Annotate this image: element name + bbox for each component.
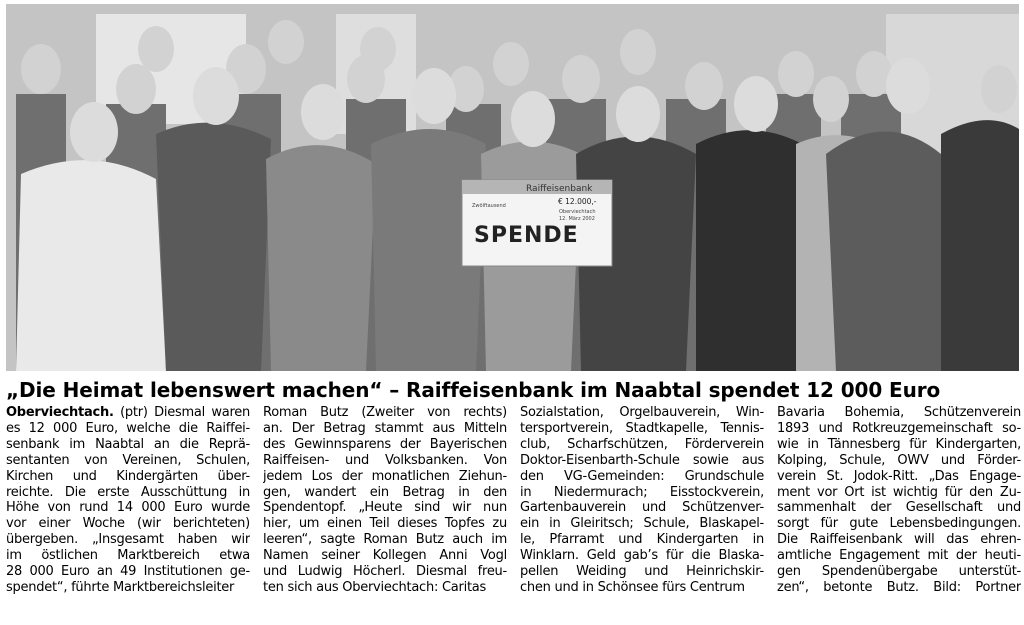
article-line bbox=[777, 532, 1021, 548]
article-line-text: und Ludwig Höcherl. Diesmal freu- bbox=[263, 564, 507, 580]
article-line-text: des Gewinnsparens der Bayerischen bbox=[263, 436, 507, 452]
article-line-text: übergeben. „Insgesamt haben wir bbox=[6, 532, 250, 548]
article-line bbox=[520, 469, 764, 485]
article-column-3 bbox=[520, 405, 764, 623]
article-line-text: ment vor Ort ist wichtig für den Zu- bbox=[777, 484, 1021, 500]
article-line-text: Gartenbauverein und Schützenver- bbox=[520, 500, 764, 516]
photo-credit: Bild: Portner bbox=[933, 579, 1021, 595]
article-line-text: Raiffeisen- und Volksbanken. Von bbox=[263, 452, 507, 468]
article-line bbox=[520, 580, 764, 596]
article-line bbox=[263, 485, 507, 501]
article-line-text: im östlichen Marktbereich etwa bbox=[6, 548, 250, 564]
article-line bbox=[6, 548, 250, 564]
article-line bbox=[263, 516, 507, 532]
article-line bbox=[520, 421, 764, 437]
article-line-text: jedem Los der monatlichen Ziehun- bbox=[263, 468, 507, 484]
article-line bbox=[777, 405, 1021, 421]
article-line-text: spendet“, führte Marktbereichsleiter bbox=[6, 579, 235, 595]
article-line-text: tersportverein, Stadtkapelle, Tennis- bbox=[520, 420, 764, 436]
article-column-4 bbox=[777, 405, 1021, 623]
article-body bbox=[6, 405, 1021, 623]
cheque-word: SPENDE bbox=[474, 223, 579, 248]
donation-cheque bbox=[462, 180, 612, 266]
article-line-text: hier, um einen Teil dieses Topfes zu bbox=[263, 516, 507, 532]
article-line bbox=[263, 453, 507, 469]
article-line bbox=[777, 437, 1021, 453]
article-line-text: le, Pfarramt und Kindergarten in bbox=[520, 532, 764, 548]
article-line-text: club, Scharfschützen, Förderverein bbox=[520, 436, 764, 452]
article-line-text: reichte. Die erste Ausschüttung in bbox=[6, 484, 250, 500]
article-line-text: sorgt für gute Lebensbedingungen. bbox=[777, 516, 1021, 532]
article-line bbox=[6, 421, 250, 437]
article-line bbox=[777, 421, 1021, 437]
article-line-text: Doktor-Eisenbarth-Schule sowie aus bbox=[520, 452, 764, 468]
article-line-text: in Niedermurach; Eisstockverein, bbox=[520, 484, 764, 500]
article-line bbox=[520, 532, 764, 548]
article-line-text: wie in Tännesberg für Kindergarten, bbox=[777, 436, 1021, 452]
article-line bbox=[777, 453, 1021, 469]
article-column-2 bbox=[263, 405, 507, 623]
article-line bbox=[263, 580, 507, 596]
article-line-text: Winklarn. Geld gab’s für die Blaska- bbox=[520, 548, 764, 564]
article-line bbox=[6, 485, 250, 501]
article-line bbox=[520, 516, 764, 532]
article-line-text: leeren“, sagte Roman Butz auch im bbox=[263, 532, 507, 548]
article-line-text: Höhe von rund 14 000 Euro wurde bbox=[6, 500, 250, 516]
group-photo bbox=[6, 4, 1019, 371]
group-photo-illustration bbox=[6, 4, 1019, 371]
article-line-text: 1893 und Rotkreuzgemeinschaft so- bbox=[777, 420, 1021, 436]
article-line bbox=[263, 421, 507, 437]
article-line-text: Bavaria Bohemia, Schützenverein bbox=[777, 405, 1021, 420]
article-line bbox=[777, 485, 1021, 501]
article-line bbox=[6, 564, 250, 580]
article-line-text: verein St. Jodok-Ritt. „Das Engage- bbox=[777, 468, 1021, 484]
article-line-text: Spendentopf. „Heute sind wir nun bbox=[263, 500, 507, 516]
article-line-text: chen und in Schönsee fürs Centrum bbox=[520, 579, 745, 595]
article-line bbox=[6, 532, 250, 548]
article-line-text: Namen seiner Kollegen Anni Vogl bbox=[263, 548, 507, 564]
article-line bbox=[520, 500, 764, 516]
cheque-date: 12. März 2002 bbox=[559, 216, 595, 222]
article-line bbox=[777, 516, 1021, 532]
article-line-text: es 12 000 Euro, welche die Raiffei- bbox=[6, 420, 250, 436]
article-line bbox=[263, 405, 507, 421]
cheque-place: Oberviechtach bbox=[559, 209, 596, 215]
article-line bbox=[520, 564, 764, 580]
article-line bbox=[263, 500, 507, 516]
article-line bbox=[263, 469, 507, 485]
article-line bbox=[777, 469, 1021, 485]
article-line bbox=[263, 548, 507, 564]
article-line-text: amtliche Engagement mit der heuti- bbox=[777, 548, 1021, 564]
article-line-text: Kirchen und Kindergärten über- bbox=[6, 468, 250, 484]
article-line-text: (ptr) Diesmal waren bbox=[113, 405, 250, 420]
article-line bbox=[777, 548, 1021, 564]
article-line-text: gen Spendenübergabe unterstüt- bbox=[777, 564, 1021, 580]
article-line-text: ein in Gleiritsch; Schule, Blaskapel- bbox=[520, 516, 764, 532]
article-line bbox=[520, 453, 764, 469]
article-line bbox=[520, 405, 764, 421]
cheque-sum-words: Zwölftausend bbox=[472, 203, 506, 209]
article-line bbox=[6, 516, 250, 532]
article-line bbox=[520, 437, 764, 453]
article-line bbox=[263, 437, 507, 453]
article-line-text: Kolping, Schule, OWV und Förder- bbox=[777, 452, 1021, 468]
article-line bbox=[6, 580, 250, 596]
article-line-text: vor einer Woche (wir berichteten) bbox=[6, 516, 250, 532]
article-line bbox=[520, 485, 764, 501]
article-line bbox=[777, 500, 1021, 516]
article-line bbox=[6, 437, 250, 453]
article-line-text: 28 000 Euro an 49 Institutionen ge- bbox=[6, 564, 250, 580]
article-line-text: pellen Weiding und Heinrichskir- bbox=[520, 564, 764, 580]
article-line-text: Roman Butz (Zweiter von rechts) bbox=[263, 405, 507, 420]
article-line bbox=[520, 548, 764, 564]
article-headline: „Die Heimat lebenswert machen“ – Raiffeisenbank im Naabtal spendet 12 000 Euro bbox=[6, 378, 941, 402]
article-line bbox=[6, 453, 250, 469]
article-line-text: den VG-Gemeinden: Grundschule bbox=[520, 468, 764, 484]
article-line-text: senbank im Naabtal an die Reprä- bbox=[6, 436, 250, 452]
article-line bbox=[777, 564, 1021, 580]
article-line-text: sentanten von Vereinen, Schulen, bbox=[6, 452, 250, 468]
article-line bbox=[777, 580, 1021, 596]
article-line-text: Sozialstation, Orgelbauverein, Win- bbox=[520, 405, 764, 420]
article-dateline: Oberviechtach. bbox=[6, 405, 114, 420]
article-line-text: zen“, betonte Butz. bbox=[777, 579, 919, 595]
cheque-bank-name: Raiffeisenbank bbox=[526, 184, 593, 194]
article-line bbox=[263, 564, 507, 580]
article-line bbox=[263, 532, 507, 548]
article-line bbox=[6, 500, 250, 516]
article-line bbox=[6, 405, 250, 421]
article-line-text: ten sich aus Oberviechtach: Caritas bbox=[263, 579, 487, 595]
article-line bbox=[6, 469, 250, 485]
article-line-text: an. Der Betrag stammt aus Mitteln bbox=[263, 420, 507, 436]
article-column-1 bbox=[6, 405, 250, 623]
cheque-amount: € 12.000,- bbox=[558, 197, 597, 206]
article-line-text: Die Raiffeisenbank will das ehren- bbox=[777, 532, 1021, 548]
article-line-text: sammenhalt der Gesellschaft und bbox=[777, 500, 1021, 516]
article-line-text: gen, wandert ein Betrag in den bbox=[263, 484, 507, 500]
